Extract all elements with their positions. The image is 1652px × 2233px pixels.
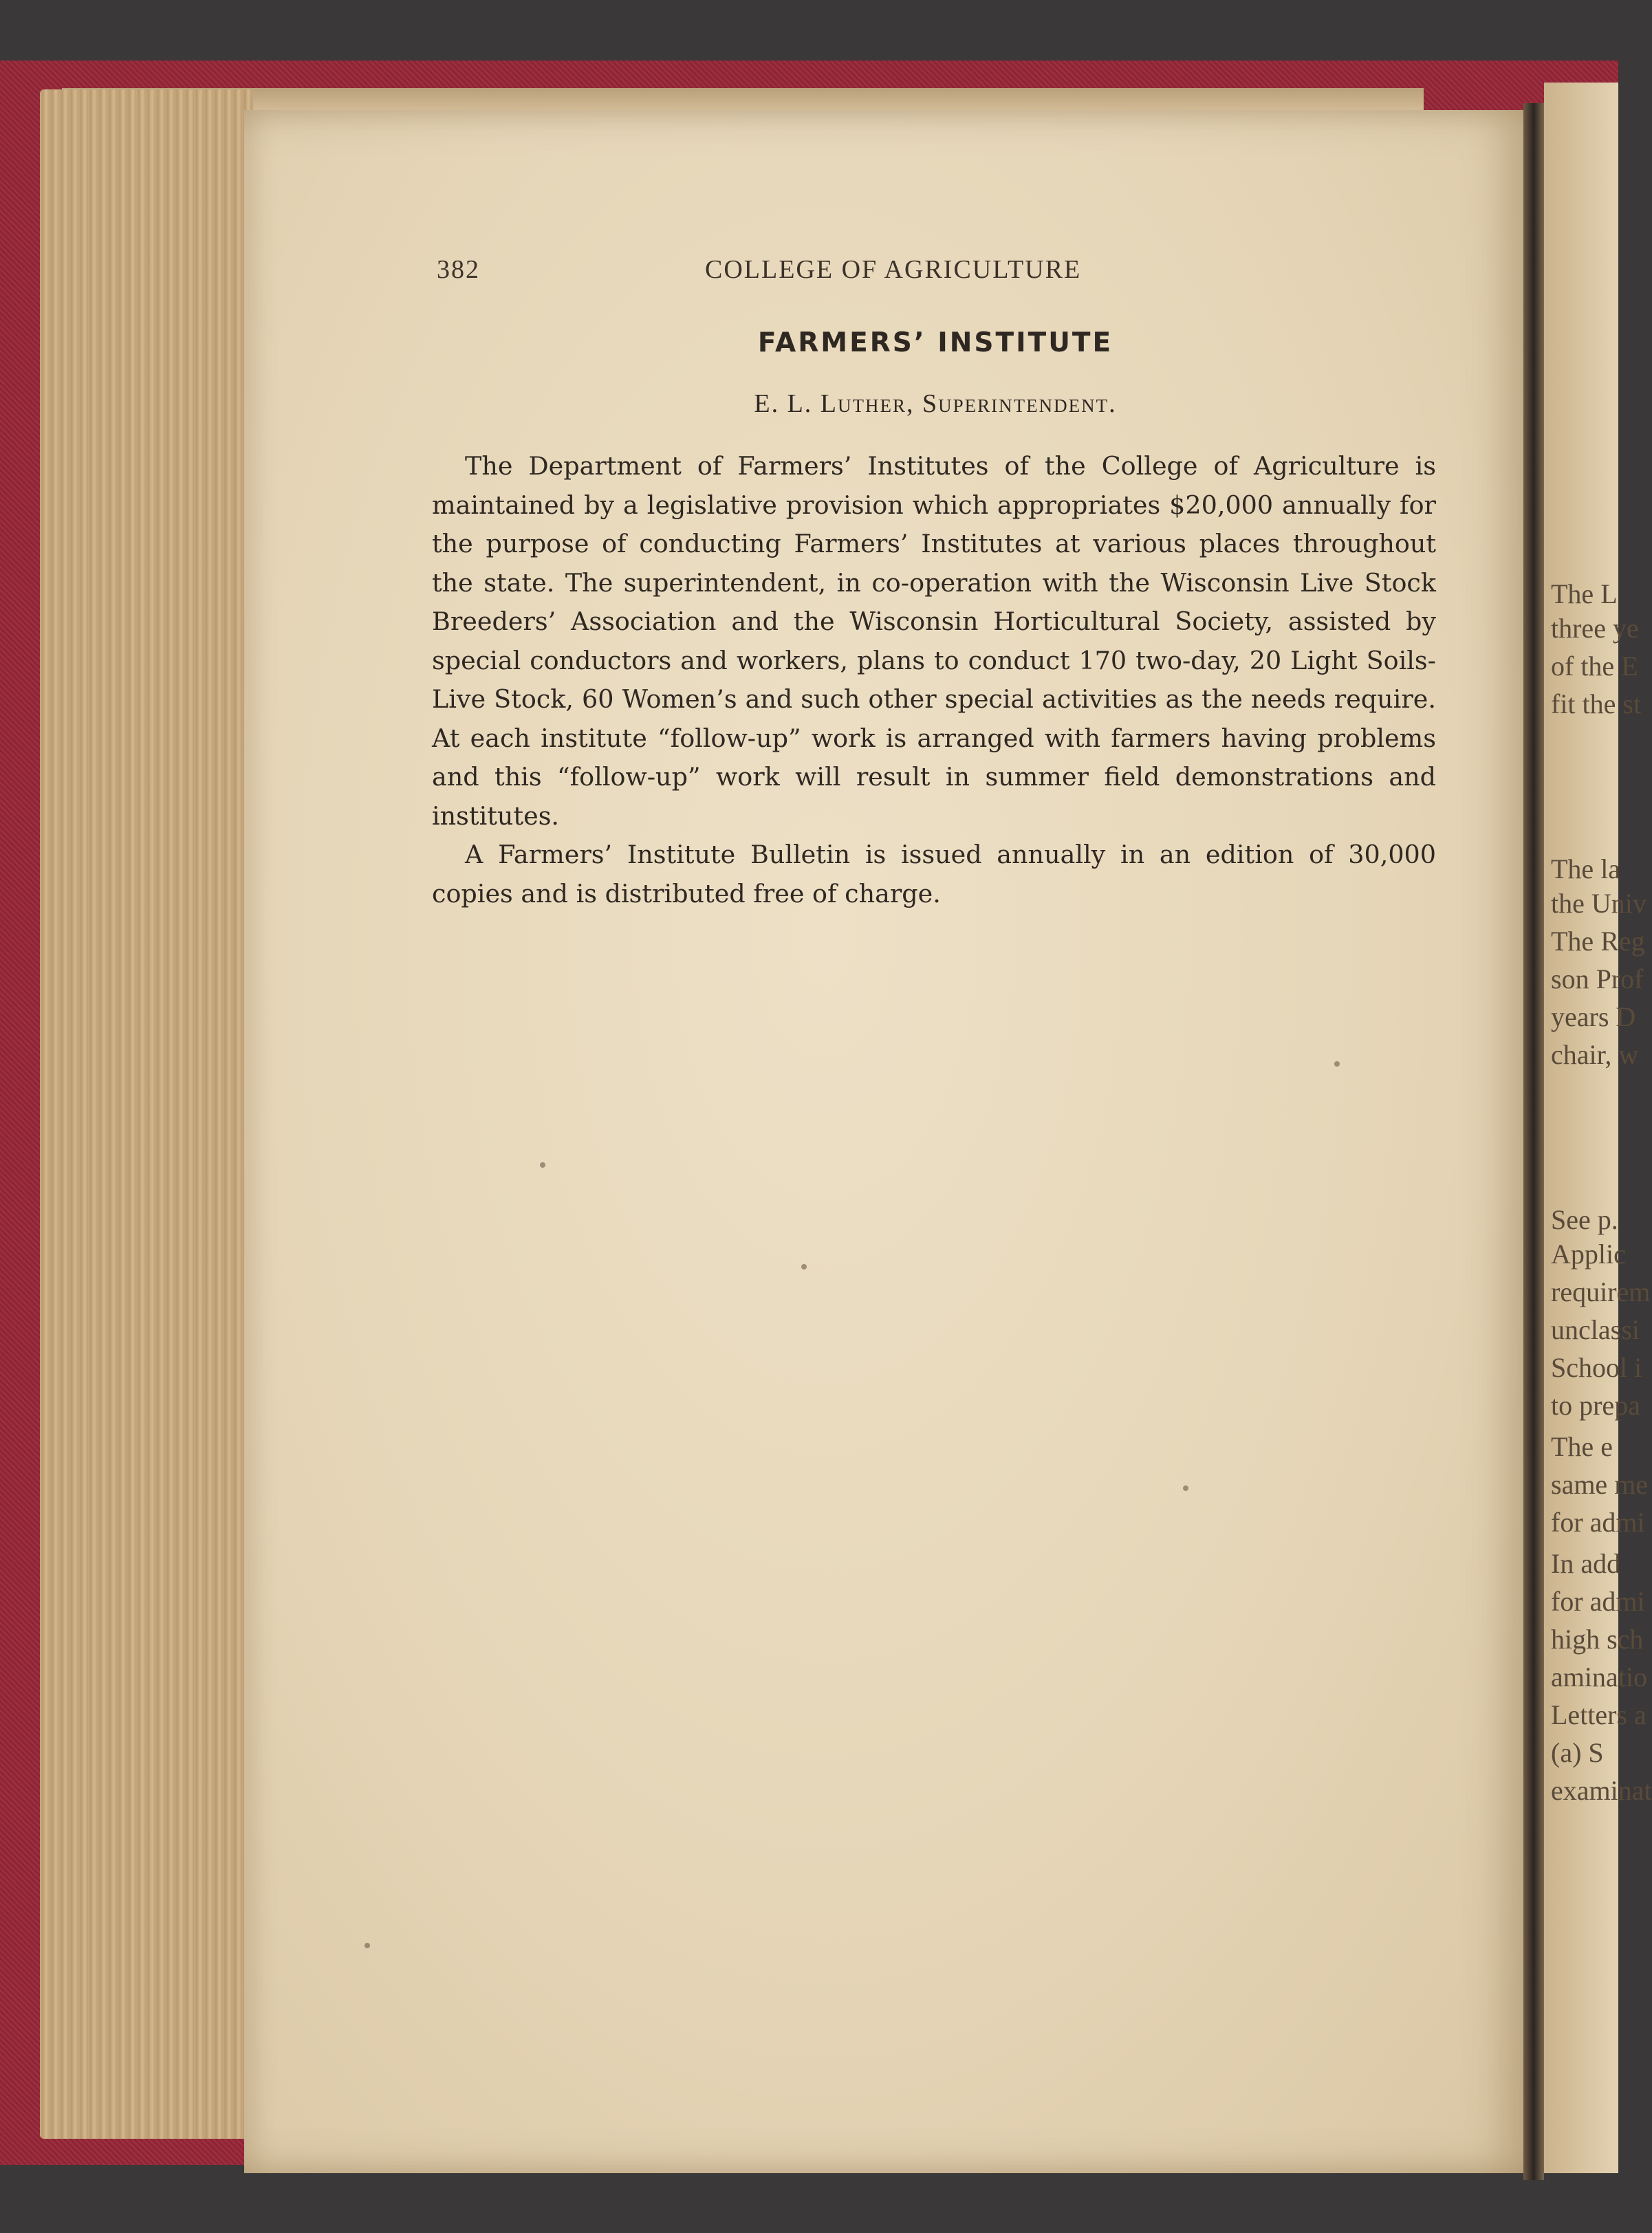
next-page-fragment: In add (1551, 1548, 1621, 1579)
next-page-fragment: See p. (1551, 1204, 1618, 1235)
next-page-fragment: son Prof (1551, 963, 1644, 994)
next-page-fragment: (a) S (1551, 1737, 1604, 1768)
paragraph: The Department of Farmers’ Institutes of the College of Agriculture is maintained by a legislative provision which appropriates $20,000 annually for the purpose of conducting Farmers’ Institutes at various places throughout the state. The superintendent, in co-operation with the Wisconsin Live Stock Breeders’ Association and the Wisconsin Horticultural Society, assisted by special conductors and workers, plans to conduct 170 two-day, 20 Light Soils-Live Stock, 60 Women’s and such other special activities as the needs require. At each institute “follow-up” work is arranged with farmers having problems and this “follow-up” work will result in summer field demonstrations and institutes. (432, 451, 1436, 831)
page-header (437, 254, 1180, 296)
next-page-fragment: years D (1551, 1001, 1636, 1032)
next-page-fragment: the Univ (1551, 888, 1646, 919)
next-page-fragment: examinat (1551, 1775, 1652, 1806)
next-page-fragment: high sch (1551, 1624, 1644, 1655)
next-page-fragment: unclassi (1551, 1314, 1640, 1345)
author-line (437, 389, 1434, 419)
next-page-fragment: for admi (1551, 1586, 1645, 1617)
next-page-fragment: Applic (1551, 1239, 1626, 1270)
next-page-fragment: same me (1551, 1469, 1649, 1500)
next-page-fragment: to prepa (1551, 1390, 1640, 1421)
next-page-fragment: for admi (1551, 1507, 1645, 1538)
paragraph: A Farmers’ Institute Bulletin is issued annually in an edition of 30,000 copies and is distributed free of charge. (432, 840, 1436, 908)
book-gutter (1523, 103, 1544, 2180)
page-number: 382 (437, 255, 480, 284)
next-page-fragment: requirem (1551, 1276, 1651, 1307)
next-page-fragment: aminatio (1551, 1662, 1647, 1692)
running-head: COLLEGE OF AGRICULTURE (705, 255, 1082, 284)
next-page-fragment: The L (1551, 578, 1618, 609)
next-page-fragment: of the E (1551, 651, 1638, 682)
author-name: E. L. Luther, (754, 389, 915, 418)
next-page-fragment: The Reg (1551, 926, 1645, 957)
next-page-fragment: The la (1551, 853, 1621, 884)
author-title: Superintendent. (922, 389, 1117, 418)
next-page-fragment: chair, w (1551, 1039, 1639, 1070)
next-page-fragment: Letters a (1551, 1699, 1646, 1730)
page-stack-edge (40, 89, 253, 2139)
next-page-fragment: The e (1551, 1431, 1613, 1462)
body-text (432, 447, 1436, 913)
book-page (244, 110, 1534, 2173)
next-page-fragment: fit the st (1551, 688, 1642, 719)
section-title: FARMERS’ INSTITUTE (757, 327, 1113, 358)
next-page-fragment: three ye (1551, 613, 1639, 644)
next-page-edge (1544, 83, 1652, 2173)
next-page-fragment: School i (1551, 1352, 1642, 1383)
